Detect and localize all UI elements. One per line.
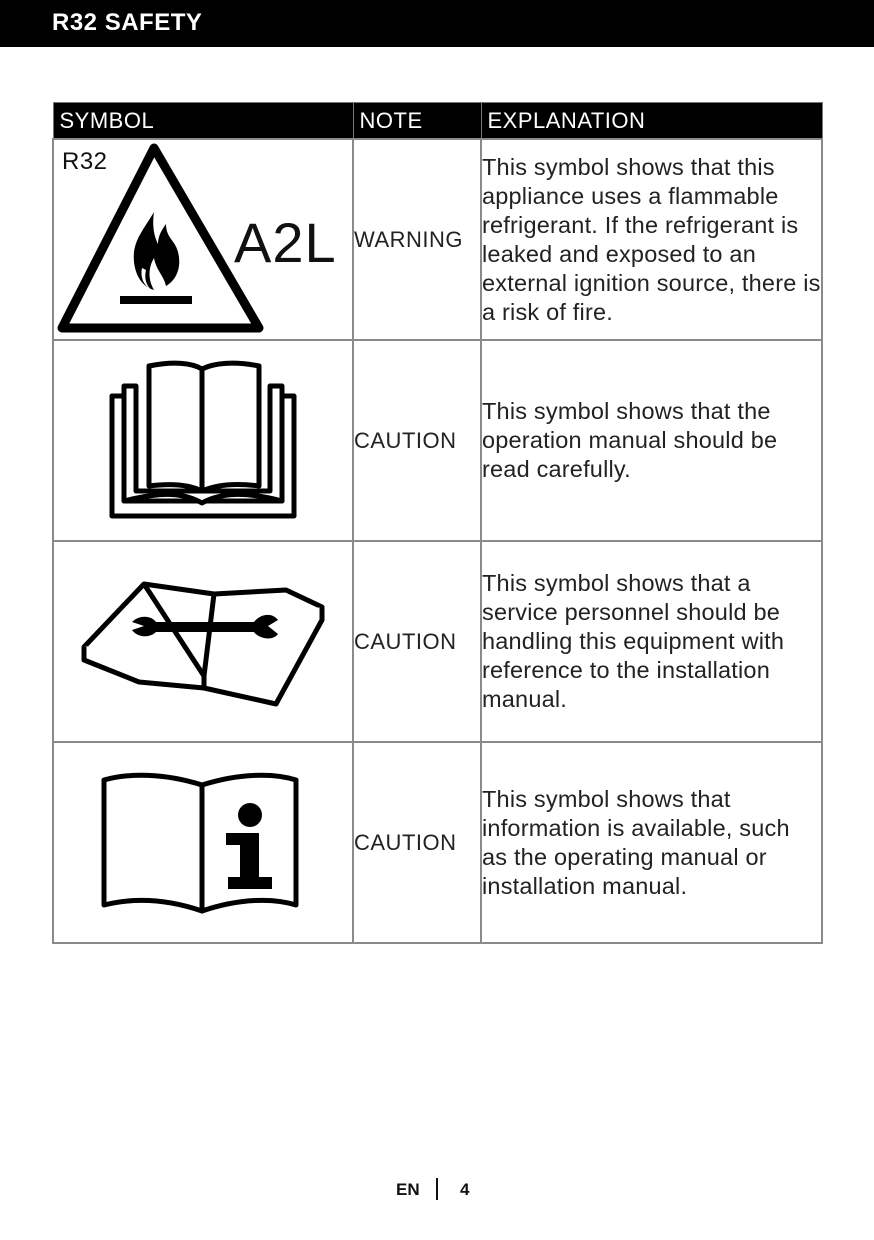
information-manual-icon bbox=[54, 743, 354, 942]
symbol-label-r32: R32 bbox=[62, 148, 108, 175]
header-bar bbox=[0, 0, 874, 47]
table-row bbox=[53, 541, 822, 742]
note-cell: CAUTION bbox=[353, 340, 481, 541]
column-header-explanation: EXPLANATION bbox=[481, 103, 822, 140]
symbol-cell bbox=[53, 541, 353, 742]
explanation-cell: This symbol shows that a service personnel should be handling this equipment with reference to the installation manual. bbox=[481, 541, 822, 742]
footer-language: EN bbox=[396, 1180, 420, 1199]
explanation-cell: This symbol shows that this appliance uses a flammable refrigerant. If the refrigerant is leaked and exposed to an external ignition source, there is a risk of fire. bbox=[481, 139, 822, 340]
symbol-cell bbox=[53, 340, 353, 541]
column-header-symbol: SYMBOL bbox=[53, 103, 353, 140]
explanation-cell: This symbol shows that the operation manual should be read carefully. bbox=[481, 340, 822, 541]
page-title: R32 SAFETY bbox=[52, 9, 203, 36]
service-manual-wrench-icon bbox=[54, 542, 354, 741]
safety-symbol-table bbox=[52, 102, 823, 944]
table-row bbox=[53, 742, 822, 943]
note-cell: CAUTION bbox=[353, 742, 481, 943]
symbol-cell bbox=[53, 139, 353, 340]
table-row bbox=[53, 340, 822, 541]
explanation-cell: This symbol shows that information is available, such as the operating manual or installation manual. bbox=[481, 742, 822, 943]
symbol-cell bbox=[53, 742, 353, 943]
table-header-row bbox=[53, 103, 822, 140]
note-cell: WARNING bbox=[353, 139, 481, 340]
footer-divider bbox=[436, 1178, 438, 1200]
operation-manual-book-icon bbox=[54, 341, 354, 540]
page-number: 4 bbox=[460, 1180, 470, 1199]
table-row bbox=[53, 139, 822, 340]
note-cell: CAUTION bbox=[353, 541, 481, 742]
column-header-note: NOTE bbox=[353, 103, 481, 140]
symbol-label-a2l: A2L bbox=[234, 211, 337, 274]
